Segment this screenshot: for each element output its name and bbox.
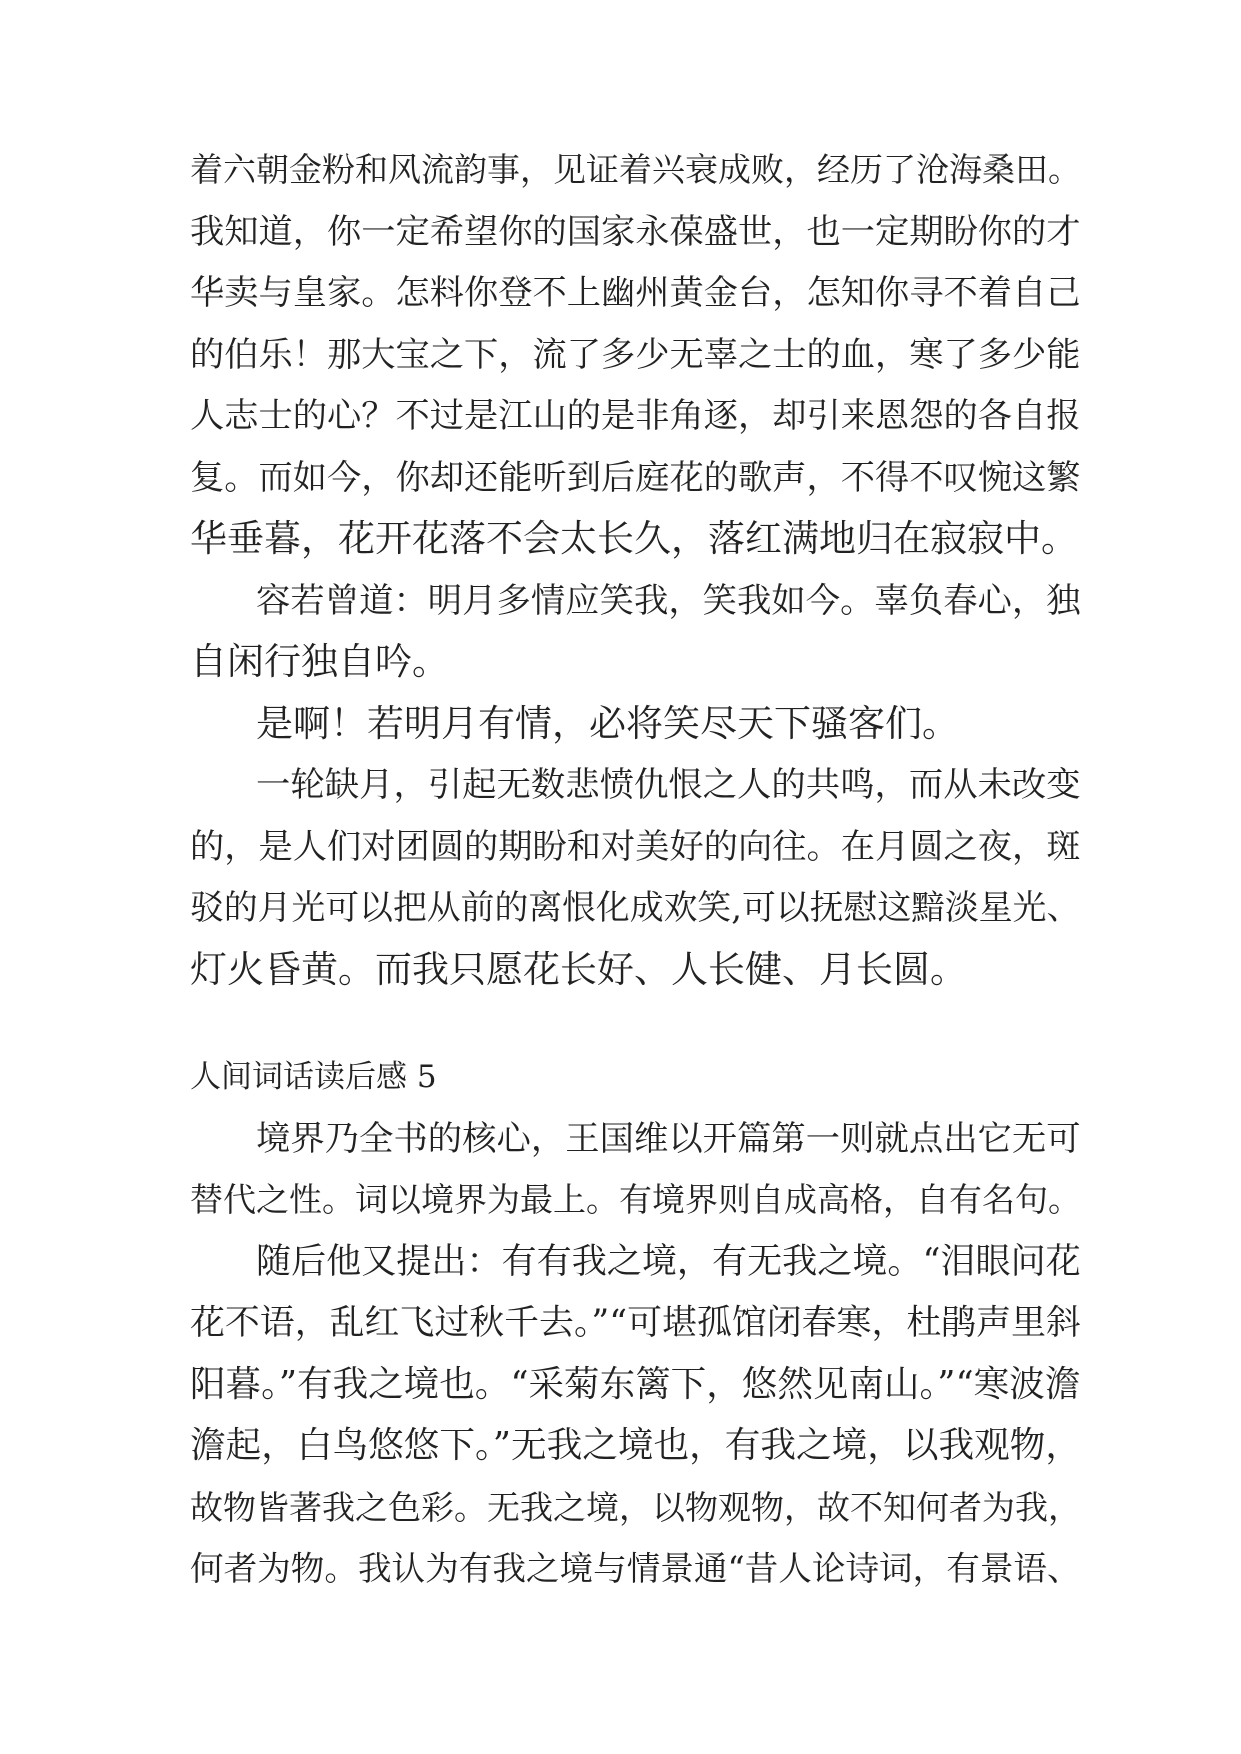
paragraph-line: 灯火昏黄。而我只愿花长好、人长健、月长圆。: [190, 948, 967, 991]
paragraph-line: 一轮缺月，引起无数悲愤仇恨之人的共鸣，而从未改变: [256, 765, 1081, 805]
paragraph-line: 随后他又提出：有有我之境，有无我之境。“泪眼问花: [256, 1241, 1081, 1282]
paragraph-line: 替代之性。词以境界为最上。有境界则自成高格，自有名句。: [190, 1180, 1081, 1219]
paragraph-line: 华垂暮，花开花落不会太长久，落红满地归在寂寂中。: [190, 517, 1078, 560]
paragraph-line: 的伯乐！那大宝之下，流了多少无辜之士的血，寒了多少能: [190, 335, 1081, 375]
paragraph-line: 的，是人们对团圆的期盼和对美好的向往。在月圆之夜，斑: [190, 827, 1081, 867]
paragraph-line: 境界乃全书的核心，王国维以开篇第一则就点出它无可: [256, 1119, 1081, 1159]
paragraph-line: 是啊！若明月有情，必将笑尽天下骚客们。: [256, 702, 959, 745]
section-heading: 人间词话读后感 5: [190, 1059, 437, 1095]
paragraph-line: 我知道，你一定希望你的国家永葆盛世，也一定期盼你的才: [190, 212, 1081, 252]
paragraph-line: 故物皆著我之色彩。无我之境，以物观物，故不知何者为我，: [190, 1488, 1081, 1527]
paragraph-line: 容若曾道：明月多情应笑我，笑我如今。辜负春心，独: [256, 581, 1081, 621]
paragraph-line: 着六朝金粉和风流韵事，见证着兴衰成败，经历了沧海桑田。: [190, 150, 1081, 189]
paragraph-line: 复。而如今，你却还能听到后庭花的歌声，不得不叹惋这繁: [190, 458, 1081, 498]
paragraph-line: 华卖与皇家。怎料你登不上幽州黄金台，怎知你寻不着自己: [190, 273, 1081, 313]
paragraph-line: 驳的月光可以把从前的离恨化成欢笑,可以抚慰这黯淡星光、: [190, 888, 1081, 927]
paragraph-line: 何者为物。我认为有我之境与情景通“昔人论诗词，有景语、: [190, 1549, 1081, 1588]
paragraph-line: 澹起，白鸟悠悠下。”无我之境也，有我之境，以我观物，: [190, 1425, 1082, 1466]
paragraph-line: 人志士的心？不过是江山的是非角逐，却引来恩怨的各自报: [190, 396, 1081, 436]
paragraph-line: 阳暮。”有我之境也。“采菊东篱下，悠然见南山。”“寒波澹: [190, 1364, 1081, 1405]
paragraph-line: 花不语，乱红飞过秋千去。”“可堪孤馆闭春寒，杜鹃声里斜: [190, 1303, 1081, 1343]
paragraph-line: 自闲行独自吟。: [190, 640, 449, 683]
